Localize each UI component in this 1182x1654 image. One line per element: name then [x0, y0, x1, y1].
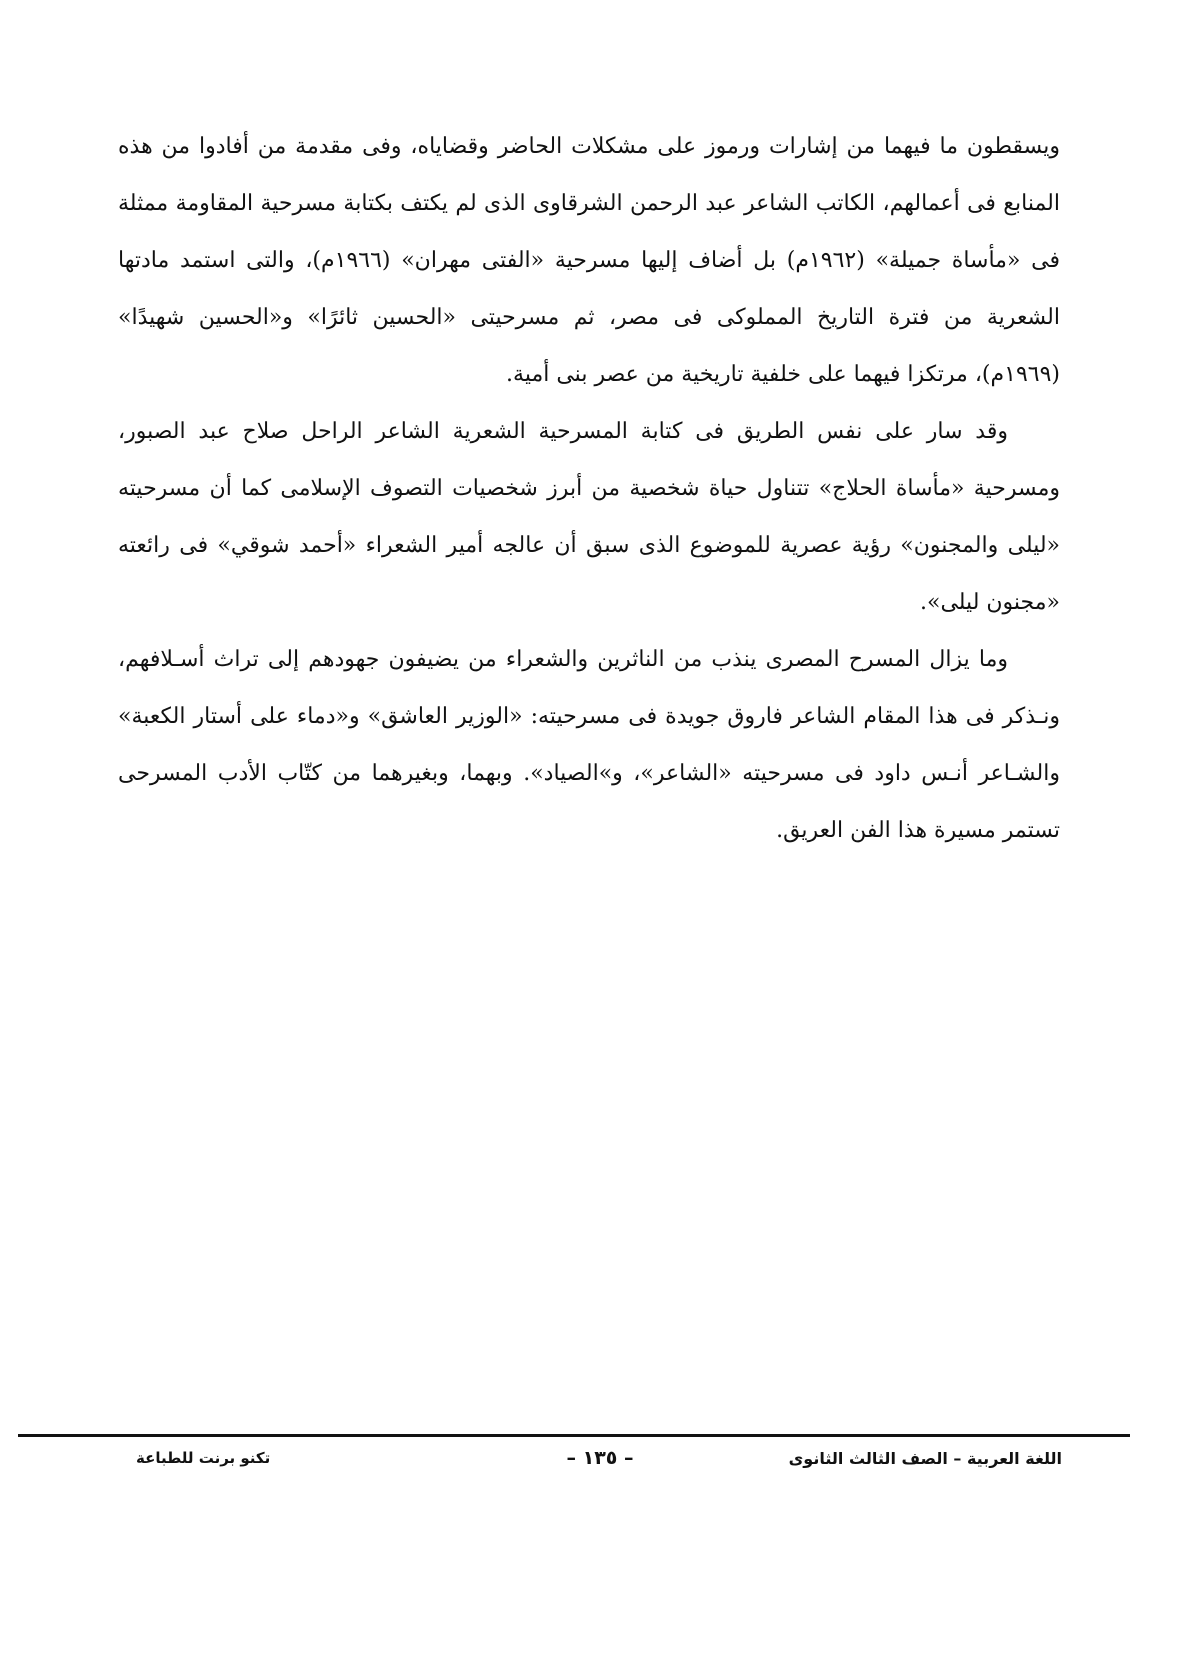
page-footer — [100, 1445, 1062, 1477]
footer-book-title: اللغة العربية – الصف الثالث الثانوى — [788, 1449, 1062, 1468]
footer-divider — [18, 1434, 1130, 1437]
paragraph-2: وقد سار على نفس الطريق فى كتابة المسرحية الشعرية الشاعر الراحل صلاح عبد الصبور، ومسرحية «مأساة الحلاج» تتناول حياة شخصية من أبرز شخصيات التصوف الإسلامى كما أن مسرحيته «ليلى والمجنون» رؤية عصرية للموضوع الذى سبق أن عالجه أمير الشعراء «أحمد شوقي» فى رائعته «مجنون ليلى». — [118, 419, 1060, 615]
paragraph-1: ويسقطون ما فيهما من إشارات ورموز على مشكلات الحاضر وقضاياه، وفى مقدمة من أفادوا من هذه المنابع فى أعمالهم، الكاتب الشاعر عبد الرحمن الشرقاوى الذى لم يكتف بكتابة مسرحية المقاومة ممثلة فى «مأساة جميلة» (١٩٦٢م) بل أضاف إليها مسرحية «الفتى مهران» (١٩٦٦م)، والتى استمد مادتها الشعرية من فترة التاريخ المملوكى فى مصر، ثم مسرحيتى «الحسين ثائرًا» و«الحسين شهيدًا» (١٩٦٩م)، مرتكزا فيهما على خلفية تاريخية من عصر بنى أمية. — [118, 134, 1060, 387]
page-number: – ١٣٥ – — [566, 1447, 634, 1469]
footer-printer-name: تكنو برنت للطباعة — [136, 1449, 271, 1467]
document-body — [118, 118, 1060, 859]
paragraph-3: وما يزال المسرح المصرى ينذب من الناثرين والشعراء من يضيفون جهودهم إلى تراث أسـلافهم، ونـذكر فى هذا المقام الشاعر فاروق جويدة فى مسرحيته: «الوزير العاشق» و«دماء على أستار الكعبة» والشـاعر أنـس داود فى مسرحيته «الشاعر»، و»الصياد». وبهما، وبغيرهما من كتّاب الأدب المسرحى تستمر مسيرة هذا الفن العريق. — [118, 647, 1060, 843]
